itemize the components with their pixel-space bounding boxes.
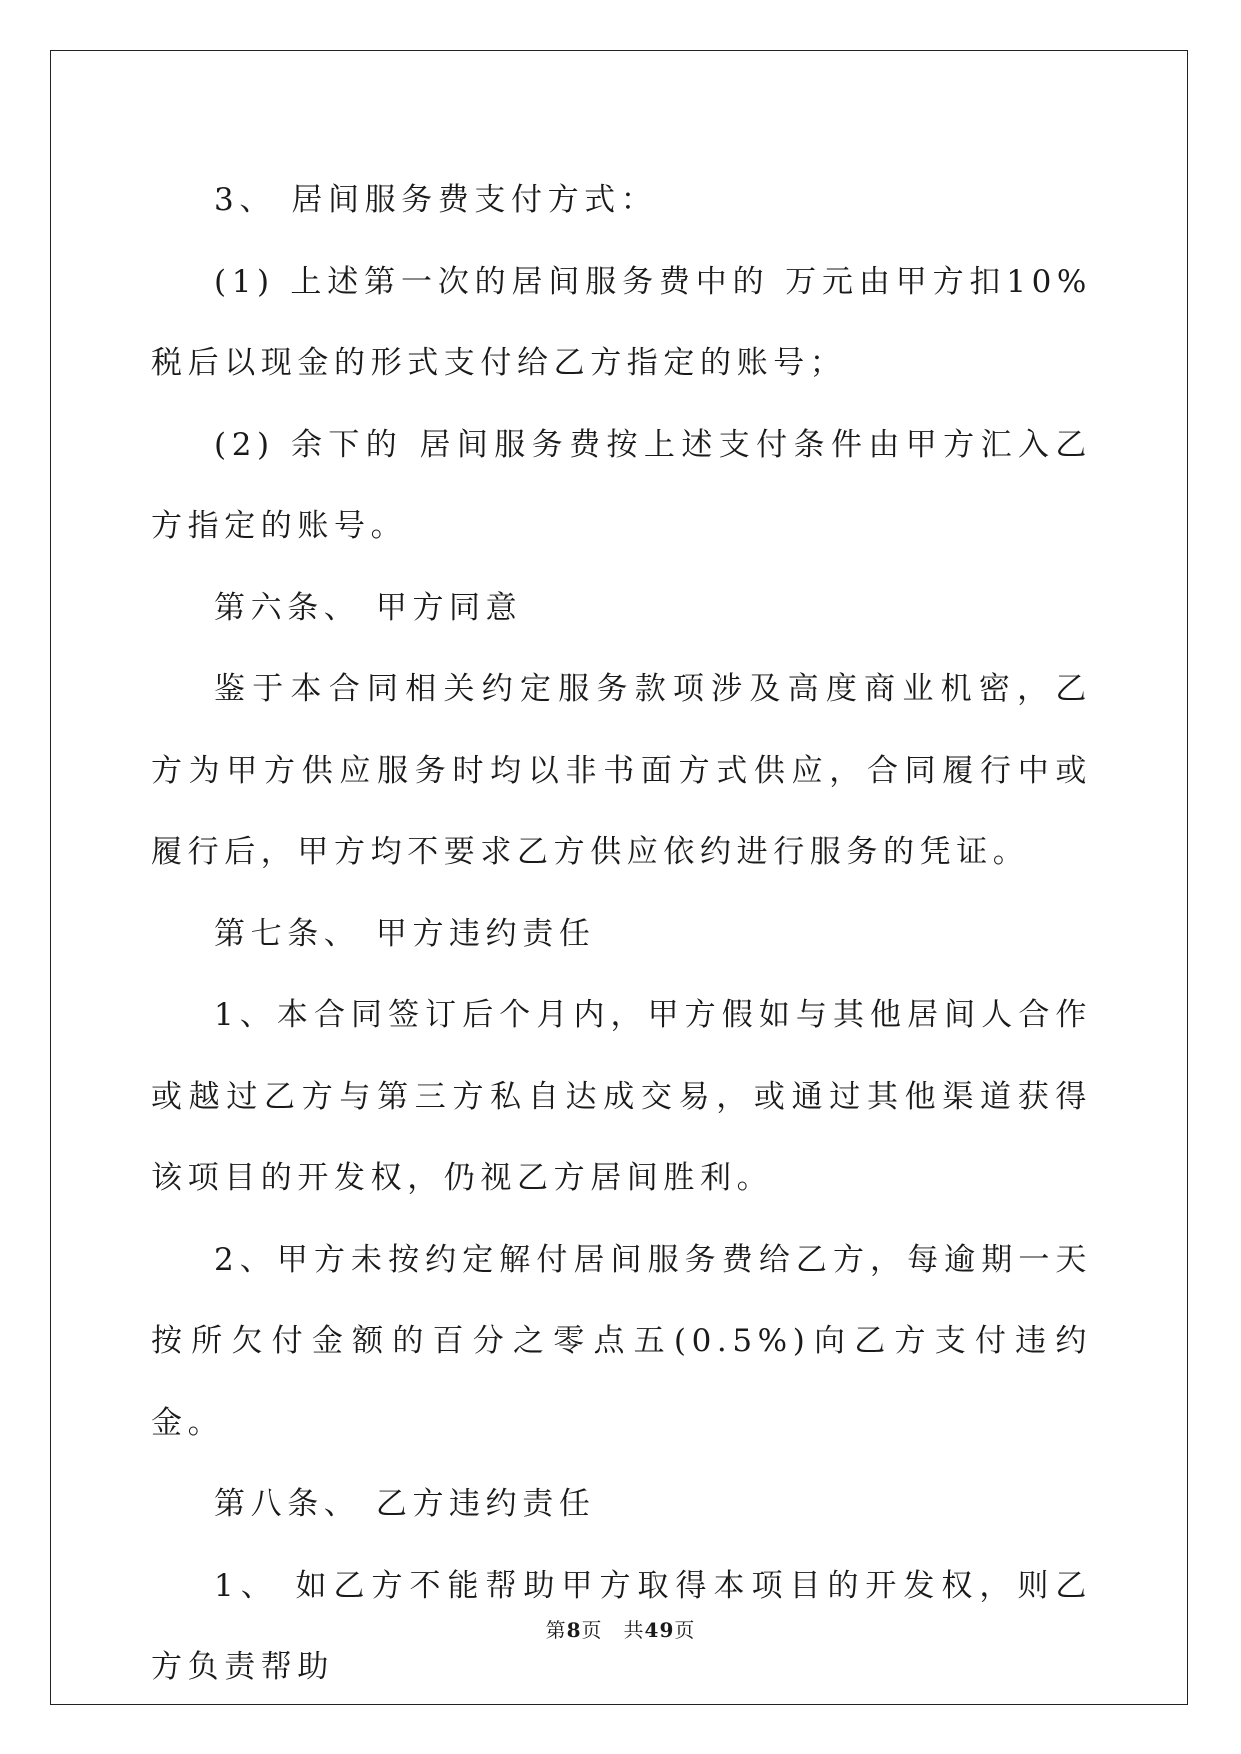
footer-page-number: 8: [566, 1618, 582, 1642]
article-8-heading: 第八条、 乙方违约责任: [214, 1486, 596, 1522]
paragraph-payment-item-1: (1) 上述第一次的居间服务费中的 万元由甲方扣10%税后以现金的形式支付给乙方指定的账号；: [151, 263, 1092, 381]
article-6-heading: 第六条、 甲方同意: [214, 589, 523, 626]
article-8-item-1: 1、 如乙方不能帮助甲方取得本项目的开发权，则乙方负责帮助: [151, 1567, 1092, 1685]
paragraph-payment-item-2: (2) 余下的 居间服务费按上述支付条件由甲方汇入乙方指定的账号。: [151, 426, 1092, 544]
document-body: [151, 160, 1092, 1709]
article-6-paragraph: 鉴于本合同相关约定服务款项涉及高度商业机密，乙方为甲方供应服务时均以非书面方式供应，合同履行中或履行后，甲方均不要求乙方供应依约进行服务的凭证。: [151, 671, 1092, 870]
page-footer: [0, 1614, 1241, 1643]
footer-prefix: 第: [545, 1618, 567, 1642]
footer-middle: 页 共: [581, 1618, 645, 1642]
footer-total-pages: 49: [644, 1618, 675, 1642]
footer-suffix: 页: [674, 1618, 696, 1642]
clause-heading-payment-method: 3、 居间服务费支付方式：: [214, 182, 658, 218]
article-7-heading: 第七条、 甲方违约责任: [214, 915, 596, 952]
article-7-item-2: 2、甲方未按约定解付居间服务费给乙方，每逾期一天按所欠付金额的百分之零点五(0.5%)向乙方支付违约金。: [151, 1241, 1092, 1441]
article-7-item-1: 1、本合同签订后个月内，甲方假如与其他居间人合作或越过乙方与第三方私自达成交易，或通过其他渠道获得该项目的开发权，仍视乙方居间胜利。: [151, 997, 1092, 1196]
